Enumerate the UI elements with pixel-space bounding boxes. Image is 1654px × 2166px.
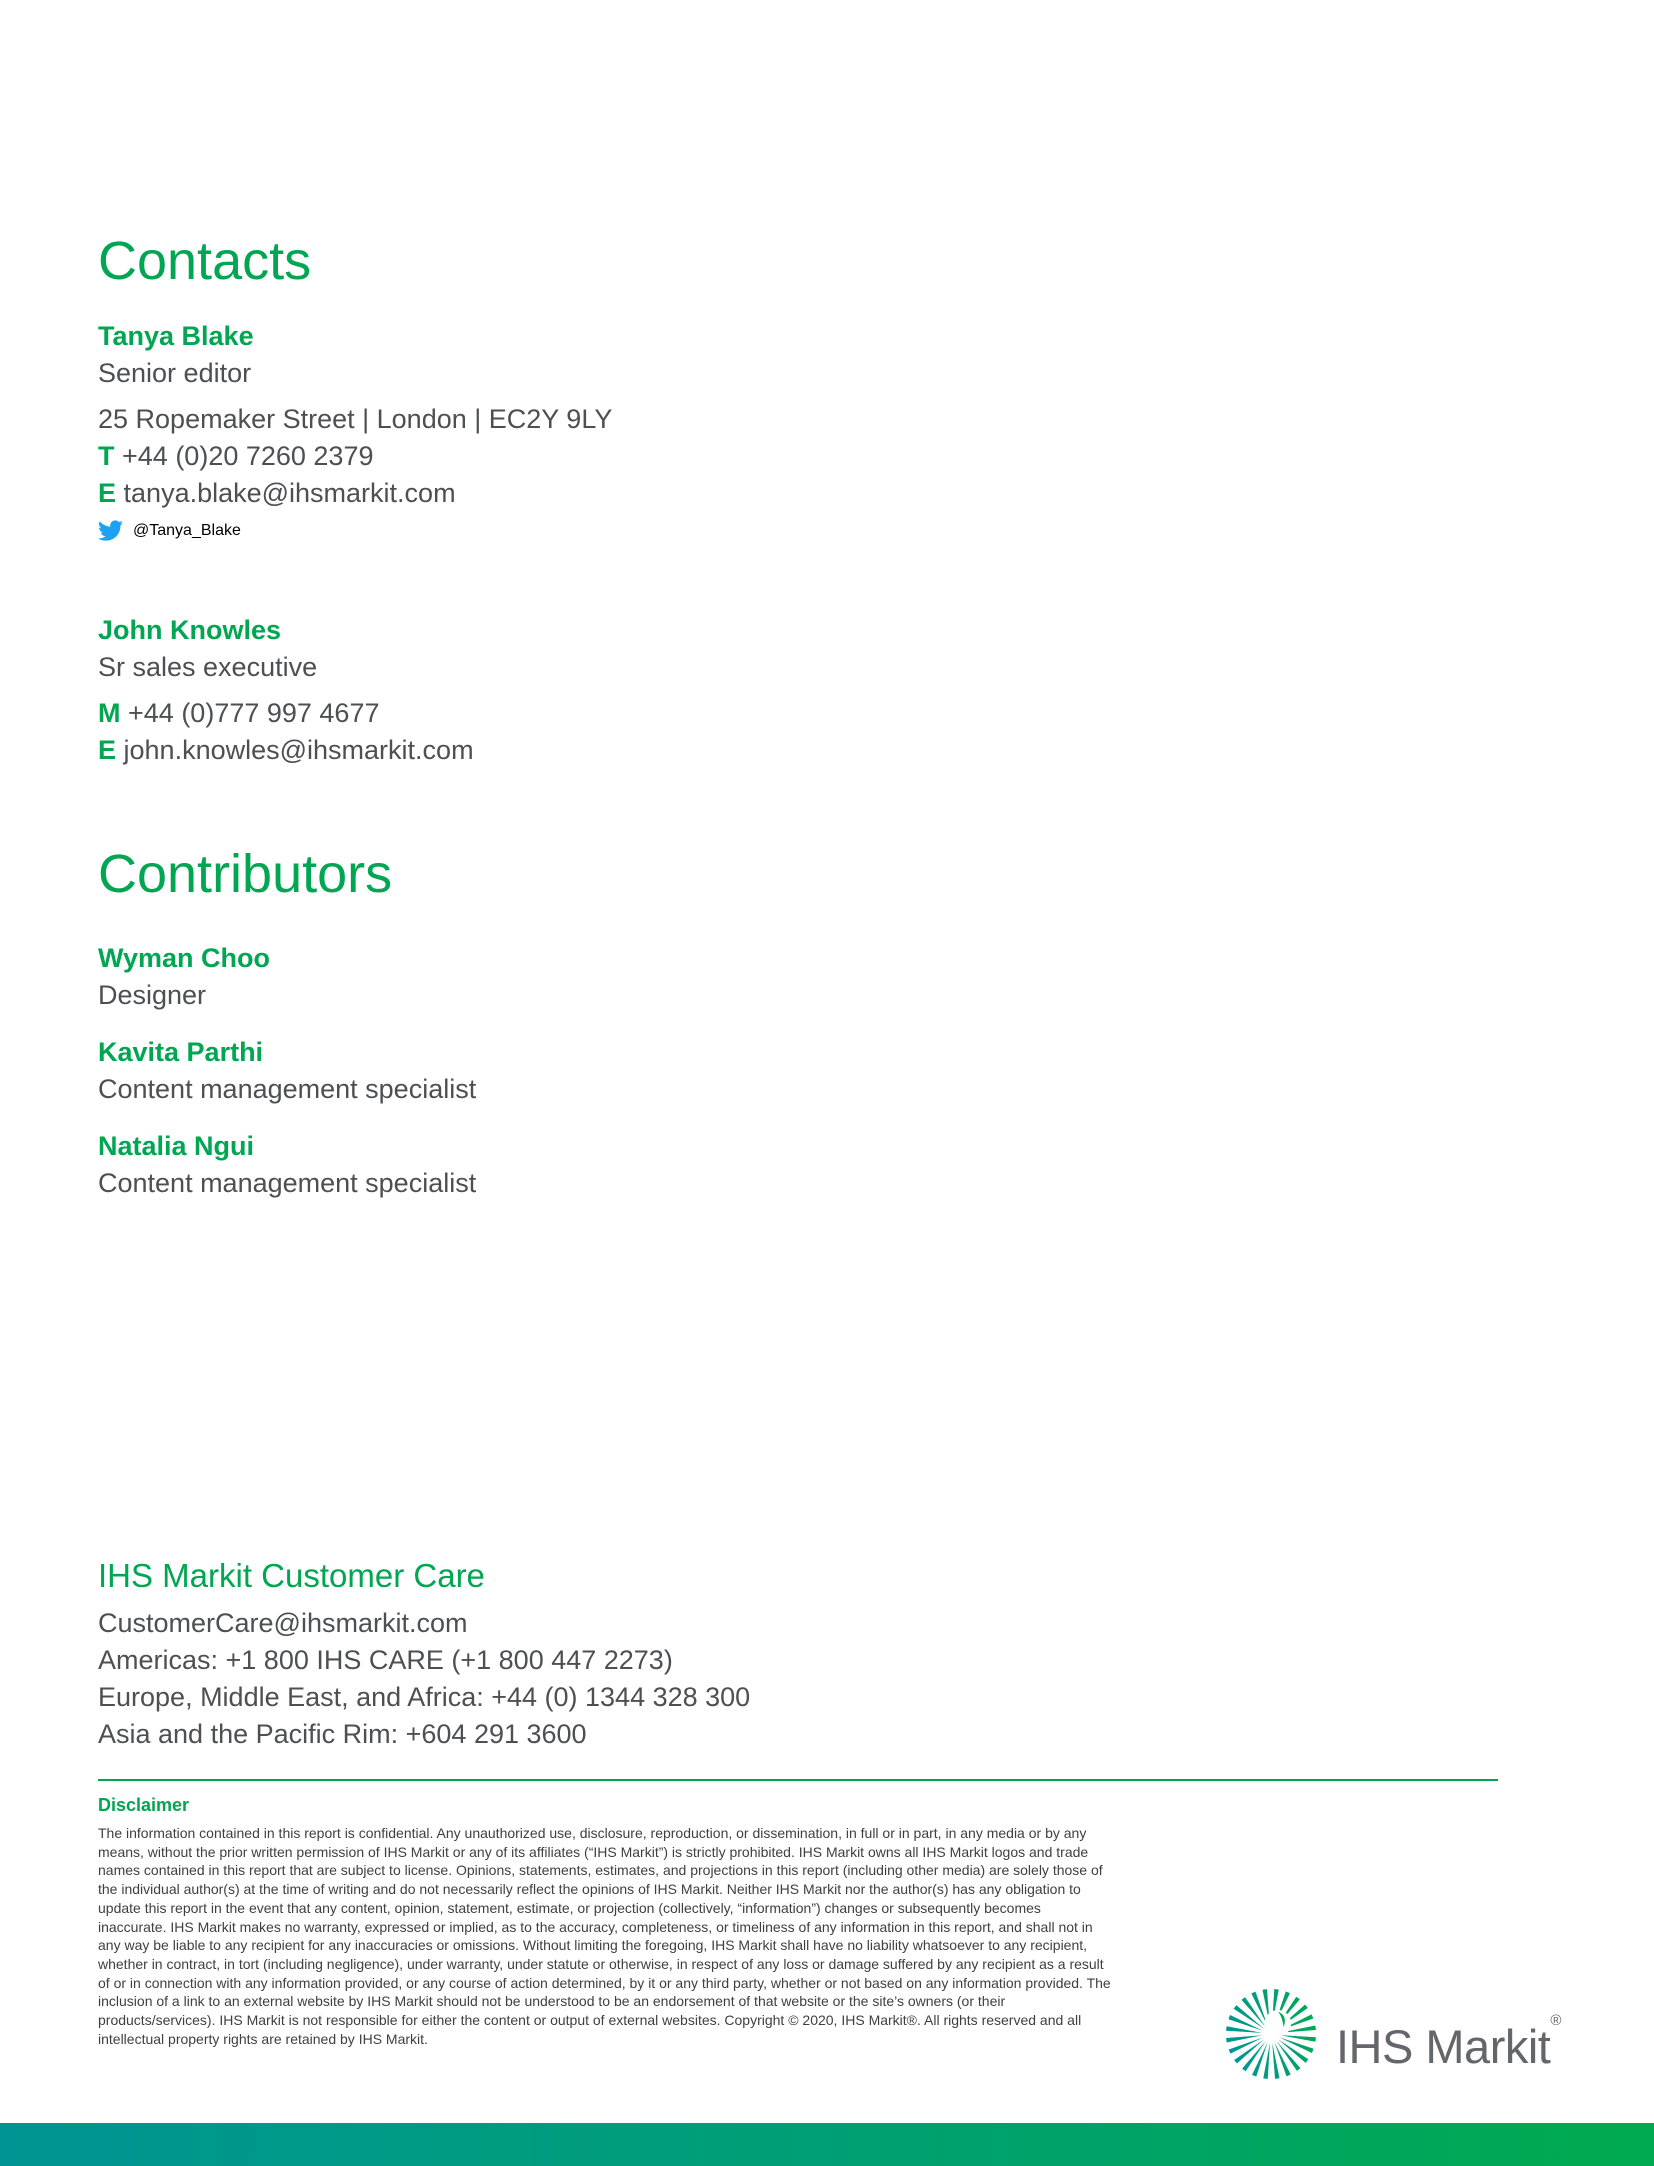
contributor-role: Designer bbox=[98, 980, 207, 1010]
disclaimer-text: The information contained in this report is confidential. Any unauthorized use, disclosure, reproduction, or dissemination, in full or in part, in any media or by any means, without the prior written permission of IHS Markit or any of its affiliates (“IHS Markit”) is strictly prohibited. IHS Markit owns all IHS Markit logos and trade names contained in this report that are subject to license. Opinions, statements, estimates, and projections in this report (including other media) are solely those of the individual author(s) at the time of writing and do not necessarily reflect the opinions of IHS Markit. Neither IHS Markit nor the author(s) has any obligation to update this report in the event that any content, opinion, statement, estimate, or projection (collectively, “information”) changes or subsequently becomes inaccurate. IHS Markit makes no warranty, expressed or implied, as to the accuracy, completeness, or timeliness of any information in this report, and shall not in any way be liable to any recipient for any inaccuracies or omissions. Without limiting the foregoing, IHS Markit shall have no liability whatsoever to any recipient, whether in contract, in tort (including negligence), under warranty, under statute or otherwise, in respect of any loss or damage suffered by any recipient as a result of or in connection with any information provided, or any course of action determined, by it or any third party, whether or not based on any information provided. The inclusion of a link to an external website by IHS Markit should not be understood to be an endorsement of that website or the site’s owners (or their products/services). IHS Markit is not responsible for either the content or output of external websites. Copyright © 2020, IHS Markit®. All rights reserved and all intellectual property rights are retained by IHS Markit. bbox=[98, 1825, 1111, 2047]
contributor-wyman-choo bbox=[98, 940, 270, 1014]
customer-care-email[interactable]: CustomerCare@ihsmarkit.com bbox=[98, 1608, 468, 1638]
twitter-icon bbox=[98, 518, 123, 543]
contact-name: Tanya Blake bbox=[98, 321, 254, 351]
customer-care-section bbox=[98, 1556, 750, 1753]
email-address[interactable]: tanya.blake@ihsmarkit.com bbox=[123, 478, 456, 508]
footer-gradient-bar bbox=[0, 2123, 1654, 2166]
contributor-name: Natalia Ngui bbox=[98, 1131, 255, 1161]
contact-role: Senior editor bbox=[98, 358, 252, 388]
email-prefix: E bbox=[98, 478, 117, 508]
customer-care-americas: Americas: +1 800 IHS CARE (+1 800 447 2273) bbox=[98, 1645, 673, 1675]
phone-prefix: T bbox=[98, 441, 115, 471]
ihs-markit-logo-icon bbox=[1222, 1985, 1320, 2083]
contact-address: 25 Ropemaker Street | London | EC2Y 9LY bbox=[98, 404, 613, 434]
customer-care-lines bbox=[98, 1605, 750, 1753]
phone-number: +44 (0)20 7260 2379 bbox=[122, 441, 374, 471]
contact-role: Sr sales executive bbox=[98, 652, 318, 682]
disclaimer-divider-line bbox=[98, 1779, 1498, 1781]
email-prefix: E bbox=[98, 735, 117, 765]
customer-care-apac: Asia and the Pacific Rim: +604 291 3600 bbox=[98, 1719, 587, 1749]
contributor-name: Kavita Parthi bbox=[98, 1037, 264, 1067]
ihs-markit-logo bbox=[1222, 1972, 1561, 2096]
contact-email-line bbox=[98, 475, 612, 512]
contact-card-tanya-blake bbox=[98, 318, 612, 549]
contributor-role: Content management specialist bbox=[98, 1168, 477, 1198]
contact-mobile-line bbox=[98, 695, 474, 732]
contact-phone-line bbox=[98, 438, 612, 475]
contributor-role: Content management specialist bbox=[98, 1074, 477, 1104]
customer-care-emea: Europe, Middle East, and Africa: +44 (0) 1344 328 300 bbox=[98, 1682, 751, 1712]
contributor-kavita-parthi bbox=[98, 1034, 476, 1108]
ihs-markit-logo-text: IHS Markit® bbox=[1336, 2012, 1562, 2073]
registered-trademark-symbol: ® bbox=[1550, 2012, 1562, 2029]
contributor-name: Wyman Choo bbox=[98, 943, 271, 973]
mobile-prefix: M bbox=[98, 698, 121, 728]
contact-name: John Knowles bbox=[98, 615, 282, 645]
email-address[interactable]: john.knowles@ihsmarkit.com bbox=[123, 735, 474, 765]
twitter-handle[interactable]: @Tanya_Blake bbox=[133, 522, 241, 539]
contact-email-line bbox=[98, 732, 474, 769]
disclaimer-title: Disclaimer bbox=[98, 1795, 190, 1815]
customer-care-title: IHS Markit Customer Care bbox=[98, 1557, 485, 1594]
contributors-section-title: Contributors bbox=[98, 844, 393, 904]
contact-twitter-line bbox=[98, 512, 612, 549]
contact-card-john-knowles bbox=[98, 612, 474, 769]
contributor-natalia-ngui bbox=[98, 1128, 476, 1202]
mobile-number: +44 (0)777 997 4677 bbox=[128, 698, 380, 728]
contacts-section-title: Contacts bbox=[98, 231, 312, 291]
